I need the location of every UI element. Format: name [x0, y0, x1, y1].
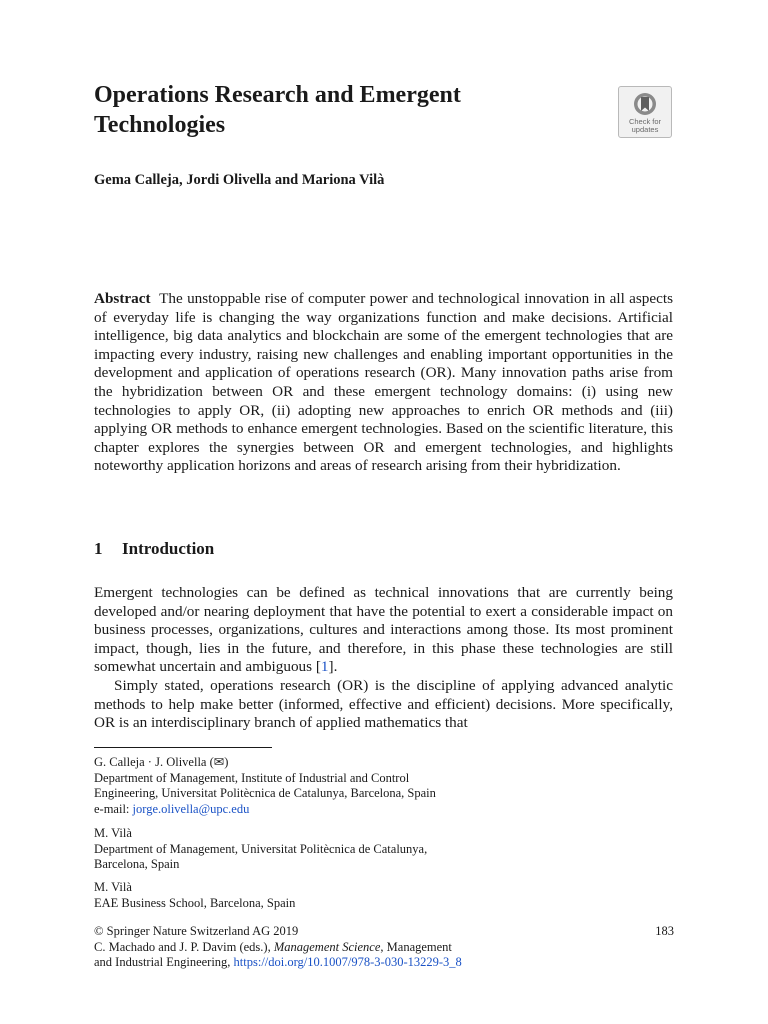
abstract-text: The unstoppable rise of computer power and technological innovation in all aspects of everyday life is changing the way organizations function and make decisions. Artificial intelligence, big data analytics and blockchain are some of the emergent technologies that are impacting every industry, raising new challenges and enabling important opportunities in the development and application of operations research (OR). Many innovation paths arise from the hybridization between OR and these emergent technology domains: (i) using new technologies to apply OR, (ii) adopting new approaches to enrich OR methods and (iii) applying OR methods to enhance emergent technologies. Based on the scientific literature, this chapter explores the synergies between OR and emergent technologies, and highlights noteworthy application horizons and areas of research arising from their hybridization. — [94, 290, 673, 475]
author-list: Gema Calleja, Jordi Olivella and Mariona Vilà — [94, 172, 385, 188]
abstract — [94, 290, 673, 476]
citation-link[interactable]: 1 — [320, 658, 329, 676]
citation-line: and Industrial Engineering, https://doi.org/10.1007/978-3-030-13229-3_8 — [94, 955, 462, 969]
check-for-updates-badge[interactable] — [618, 86, 672, 138]
affiliation-line: Department of Management, Universitat Politècnica de Catalunya, — [94, 841, 428, 856]
affiliation-line: Engineering, Universitat Politècnica de Catalunya, Barcelona, Spain — [94, 786, 436, 800]
introduction-body — [94, 584, 673, 733]
page-number: 183 — [655, 924, 674, 938]
citation-line: C. Machado and J. P. Davim (eds.), Management Science, Management — [94, 939, 452, 954]
doi-link[interactable]: https://doi.org/10.1007/978-3-030-13229-3_8 — [233, 955, 462, 969]
book-title: Management Science — [273, 939, 381, 954]
affiliation-email-line: e-mail: jorge.olivella@upc.edu — [94, 801, 250, 816]
affiliation-block — [94, 755, 554, 817]
section-heading — [94, 539, 214, 559]
affiliation-block — [94, 826, 554, 873]
email-link[interactable]: jorge.olivella@upc.edu — [132, 801, 250, 816]
affiliation-names: M. Vilà — [94, 826, 132, 840]
bookmark-circle-icon — [633, 92, 657, 118]
affiliation-line: Barcelona, Spain — [94, 857, 180, 871]
affiliation-names: M. Vilà — [94, 880, 132, 894]
section-number: 1 — [94, 539, 103, 558]
paragraph: Emergent technologies can be defined as technical innovations that are currently being developed and/or nearing deployment that have the potential to exert a considerable impact on business processes, organizations, cultures and interactions among those. Its most prominent impact, though, lies in the future, and therefore, in this phase these technologies are still somewhat uncertain and ambiguous [1]. — [94, 584, 673, 676]
copyright-line: © Springer Nature Switzerland AG 2019 — [94, 924, 299, 938]
paragraph: Simply stated, operations research (OR) is the discipline of applying advanced analytic methods to help make better (informed, effective and efficient) decisions. More specifically, OR is an interdisciplinary branch of applied mathematics that — [94, 676, 673, 732]
footnote-divider — [94, 747, 272, 748]
badge-label: Check for updates — [628, 117, 662, 134]
section-title: Introduction — [122, 539, 215, 558]
affiliation-line: Department of Management, Institute of Industrial and Control — [94, 770, 410, 785]
page-footer — [94, 924, 674, 971]
paper-title: Operations Research and Emergent Technologies — [94, 82, 461, 138]
affiliation-block — [94, 880, 554, 911]
affiliation-names: G. Calleja · J. Olivella (✉) — [94, 755, 229, 769]
affiliation-line: EAE Business School, Barcelona, Spain — [94, 895, 296, 910]
abstract-label: Abstract — [94, 290, 151, 307]
